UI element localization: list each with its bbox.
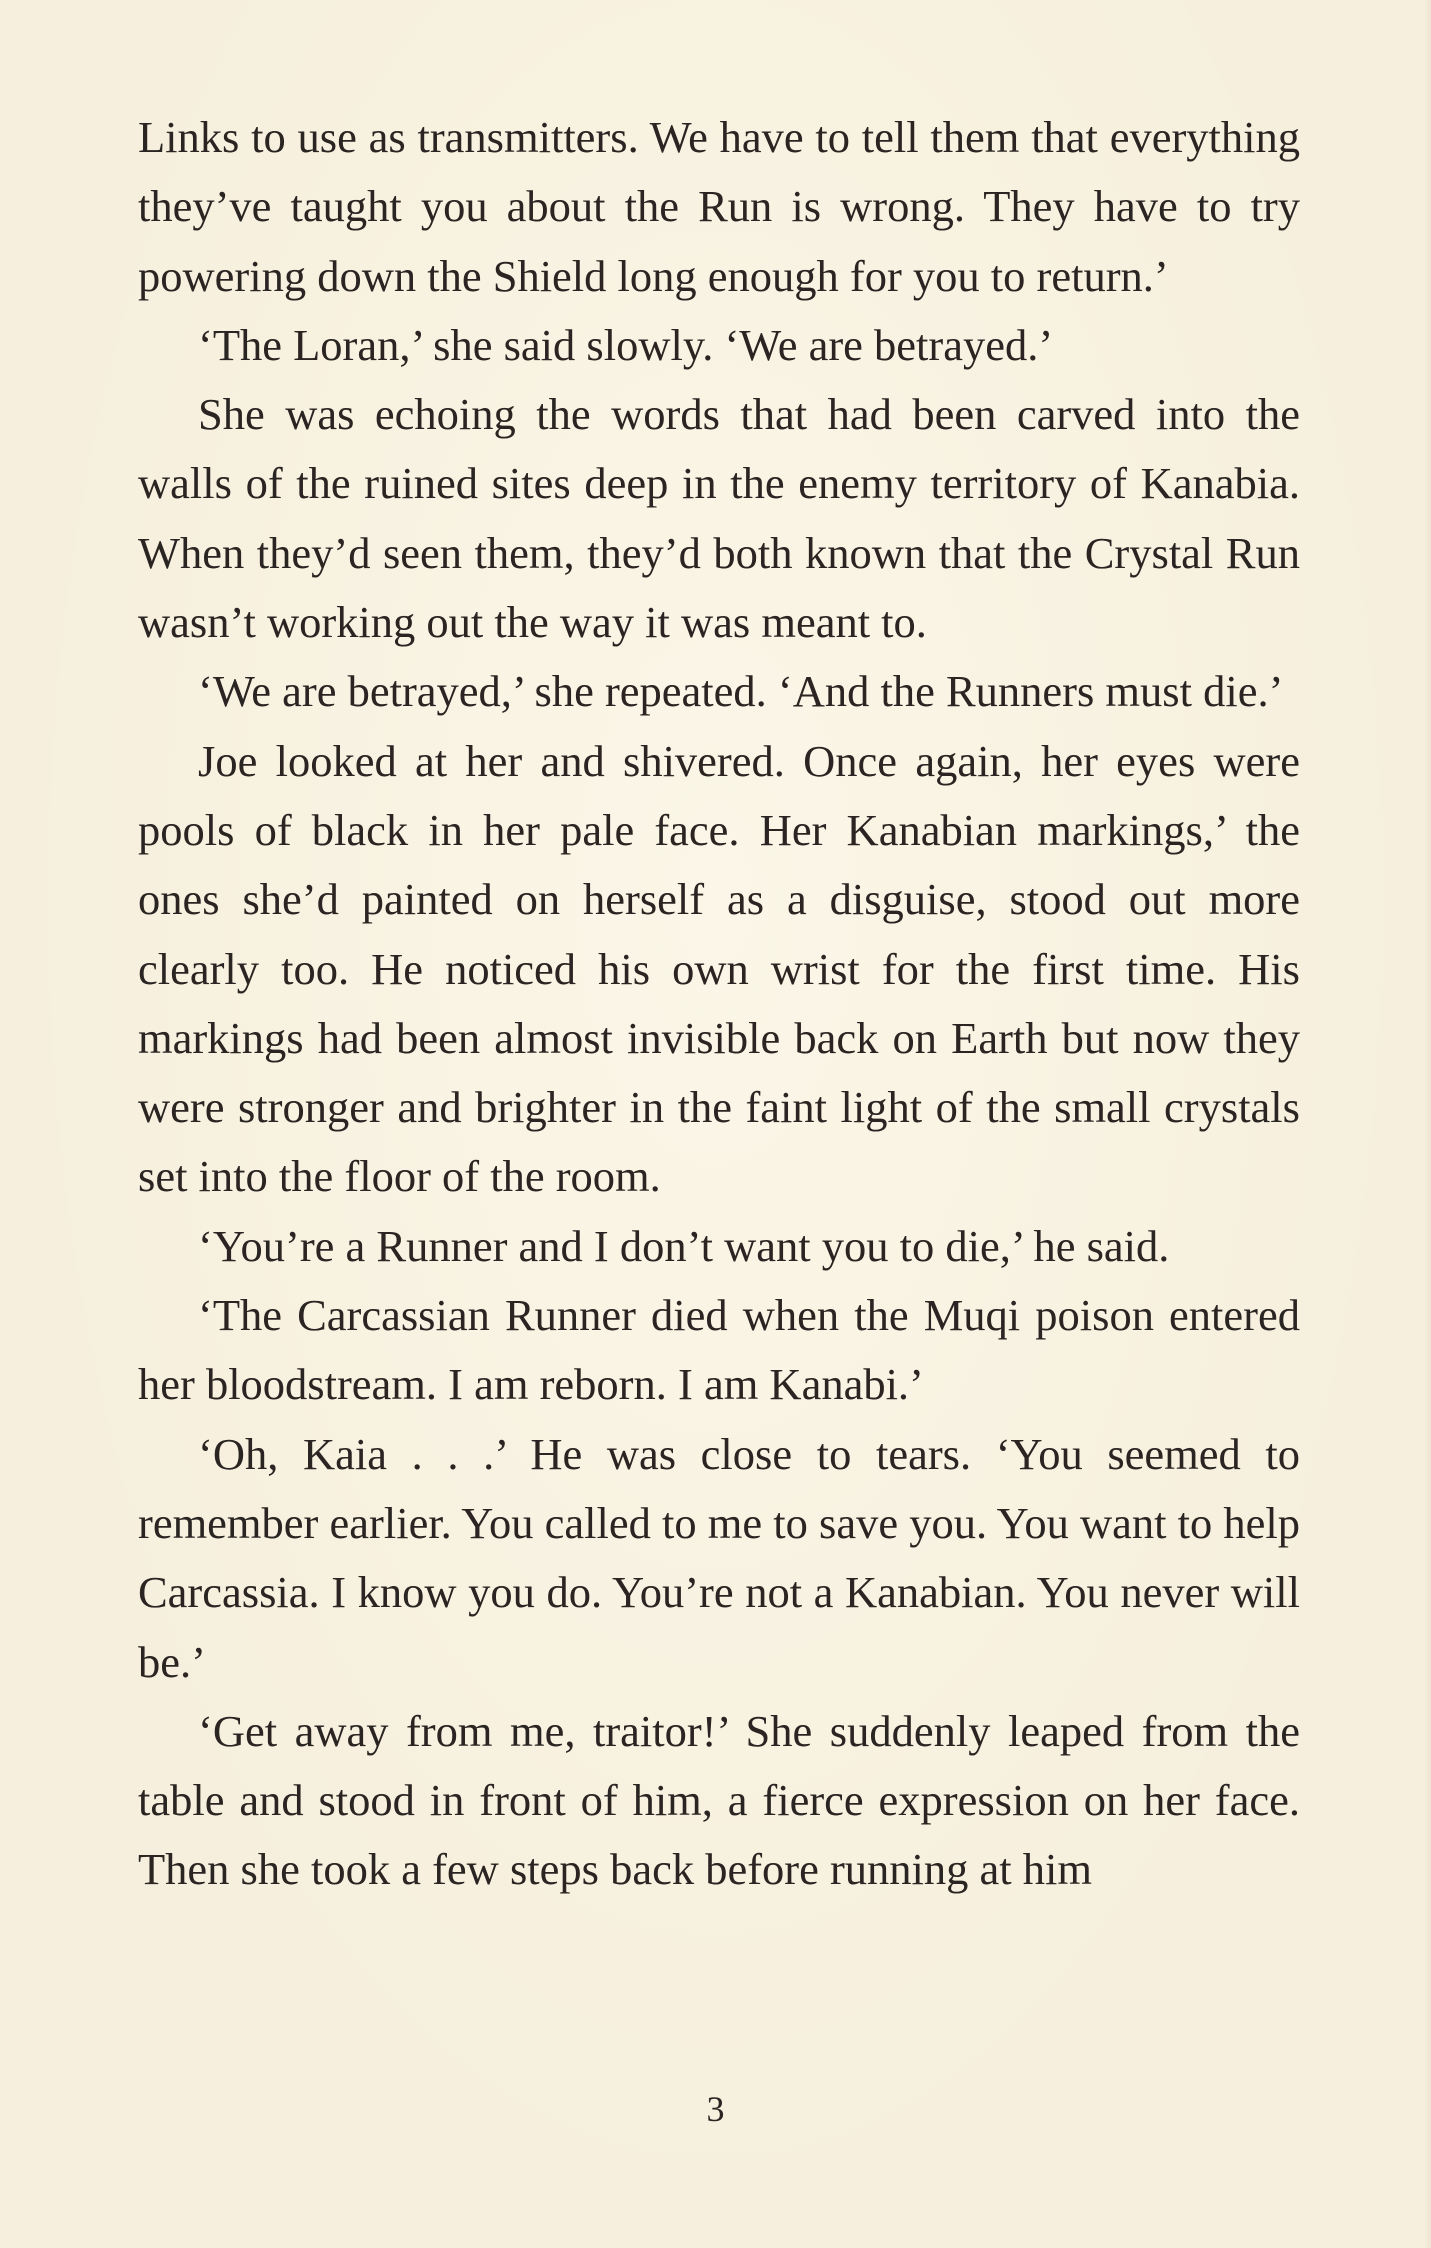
- paragraph: Joe looked at her and shivered. Once again, her eyes were pools of black in her pale face. Her Kanabian markings,’ the ones she’d painted on herself as a disguise, stood out more clearly too. He noticed his own wrist for the first time. His markings had been almost invisible back on Earth but now they were stronger and brighter in the faint light of the small crystals set into the floor of the room.: [138, 735, 1300, 1202]
- page-edge-shading: [1425, 0, 1431, 2248]
- paragraph: ‘The Carcassian Runner died when the Muqi poison entered her bloodstream. I am reborn. I am Kanabi.’: [138, 1290, 1300, 1410]
- paragraph: ‘We are betrayed,’ she repeated. ‘And the Runners must die.’: [198, 666, 1284, 717]
- paragraph: She was echoing the words that had been carved into the walls of the ruined sites deep in the enemy territory of Kanabia. When they’d seen them, they’d both known that the Crystal Run wasn’t working out the way it was meant to.: [138, 389, 1300, 648]
- page-number: 3: [706, 2089, 725, 2129]
- paragraph: ‘Oh, Kaia . . .’ He was close to tears. ‘You seemed to remember earlier. You called to me to save you. You want to help Carcassia. I know you do. You’re not a Kanabian. You never will be.’: [138, 1428, 1300, 1687]
- paragraph: Links to use as transmitters. We have to tell them that everything they’ve taught you about the Run is wrong. They have to try powering down the Shield long enough for you to return.’: [138, 112, 1300, 301]
- paragraph: ‘You’re a Runner and I don’t want you to die,’ he said.: [198, 1220, 1170, 1271]
- paragraph: ‘Get away from me, traitor!’ She suddenly leaped from the table and stood in front of him, a fierce expression on her face. Then she took a few steps back before running at him: [138, 1705, 1300, 1895]
- body-text: [138, 103, 1300, 1905]
- paragraph: ‘The Loran,’ she said slowly. ‘We are betrayed.’: [198, 319, 1054, 370]
